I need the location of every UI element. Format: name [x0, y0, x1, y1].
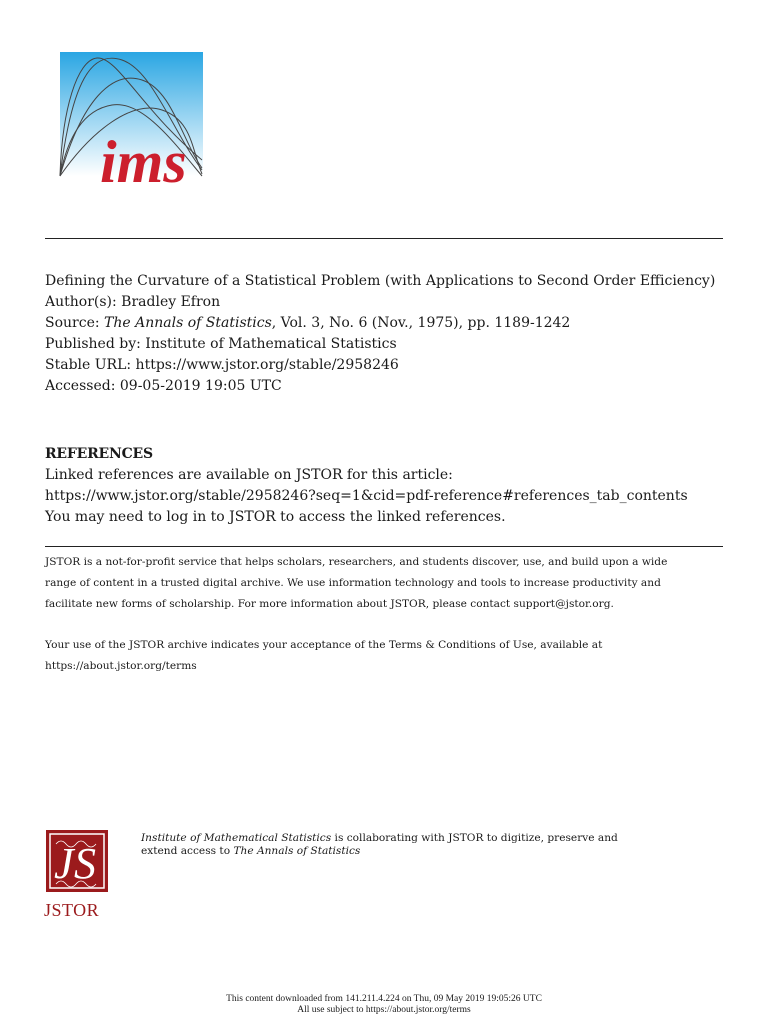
article-title: Defining the Curvature of a Statistical Problem (with Applications to Second Order Efficiency): [45, 273, 716, 289]
accessed-date: 09-05-2019 19:05 UTC: [119, 378, 282, 394]
footer-download-line: This content downloaded from 141.211.4.224 on Thu, 09 May 2019 19:05:26 UTC: [226, 994, 542, 1004]
publisher-name: Institute of Mathematical Statistics: [145, 336, 397, 352]
svg-text:J: J: [54, 839, 74, 888]
stable-url-line: Stable URL: https://www.jstor.org/stable/2958246: [45, 357, 399, 373]
source-details: , Vol. 3, No. 6 (Nov., 1975), pp. 1189-1242: [271, 315, 571, 331]
stable-url-link[interactable]: https://www.jstor.org/stable/2958246: [135, 357, 399, 373]
download-footer: [0, 994, 768, 1016]
references-section: [45, 444, 735, 528]
article-metadata: [45, 270, 725, 397]
notice-line: facilitate new forms of scholarship. For more information about JSTOR, please contact support@jstor.org.: [45, 598, 614, 610]
middle-divider: [45, 546, 723, 547]
source-journal: The Annals of Statistics: [104, 315, 272, 331]
jstor-wordmark: JSTOR: [44, 900, 100, 920]
collab-org: Institute of Mathematical Statistics: [141, 832, 332, 844]
references-heading: REFERENCES: [45, 446, 153, 462]
ims-logo-icon: [52, 50, 228, 192]
references-intro: Linked references are available on JSTOR for this article:: [45, 467, 453, 483]
terms-link[interactable]: https://about.jstor.org/terms: [45, 660, 197, 672]
notice-line: JSTOR is a not-for-profit service that helps scholars, researchers, and students discover, use, and build upon a wide: [45, 556, 668, 568]
footer-terms-line: All use subject to https://about.jstor.org/terms: [297, 1005, 471, 1015]
svg-text:ims: ims: [100, 129, 187, 192]
notice-line: range of content in a trusted digital archive. We use information technology and tools to increase productivity and: [45, 577, 661, 589]
author-line: Author(s): Bradley Efron: [45, 294, 221, 310]
collaboration-statement: Institute of Mathematical Statistics is collaborating with JSTOR to digitize, preserve and extend access to The Annals of Statistics: [141, 832, 618, 857]
svg-text:S: S: [74, 839, 96, 888]
author-name: Bradley Efron: [121, 294, 221, 310]
source-line: Source: The Annals of Statistics, Vol. 3, No. 6 (Nov., 1975), pp. 1189-1242: [45, 315, 571, 331]
notice-line: Your use of the JSTOR archive indicates your acceptance of the Terms & Conditions of Use, available at: [45, 639, 603, 651]
references-login-note: You may need to log in to JSTOR to access the linked references.: [45, 509, 506, 525]
collab-journal: The Annals of Statistics: [233, 845, 361, 857]
references-link[interactable]: https://www.jstor.org/stable/2958246?seq=1&cid=pdf-reference#references_tab_contents: [45, 488, 688, 504]
jstor-logo-icon: [44, 830, 110, 896]
accessed-line: Accessed: 09-05-2019 19:05 UTC: [45, 378, 282, 394]
publisher-line: Published by: Institute of Mathematical Statistics: [45, 336, 397, 352]
jstor-notice: [45, 552, 725, 677]
top-divider: [45, 238, 723, 239]
ims-logo: [52, 50, 228, 192]
